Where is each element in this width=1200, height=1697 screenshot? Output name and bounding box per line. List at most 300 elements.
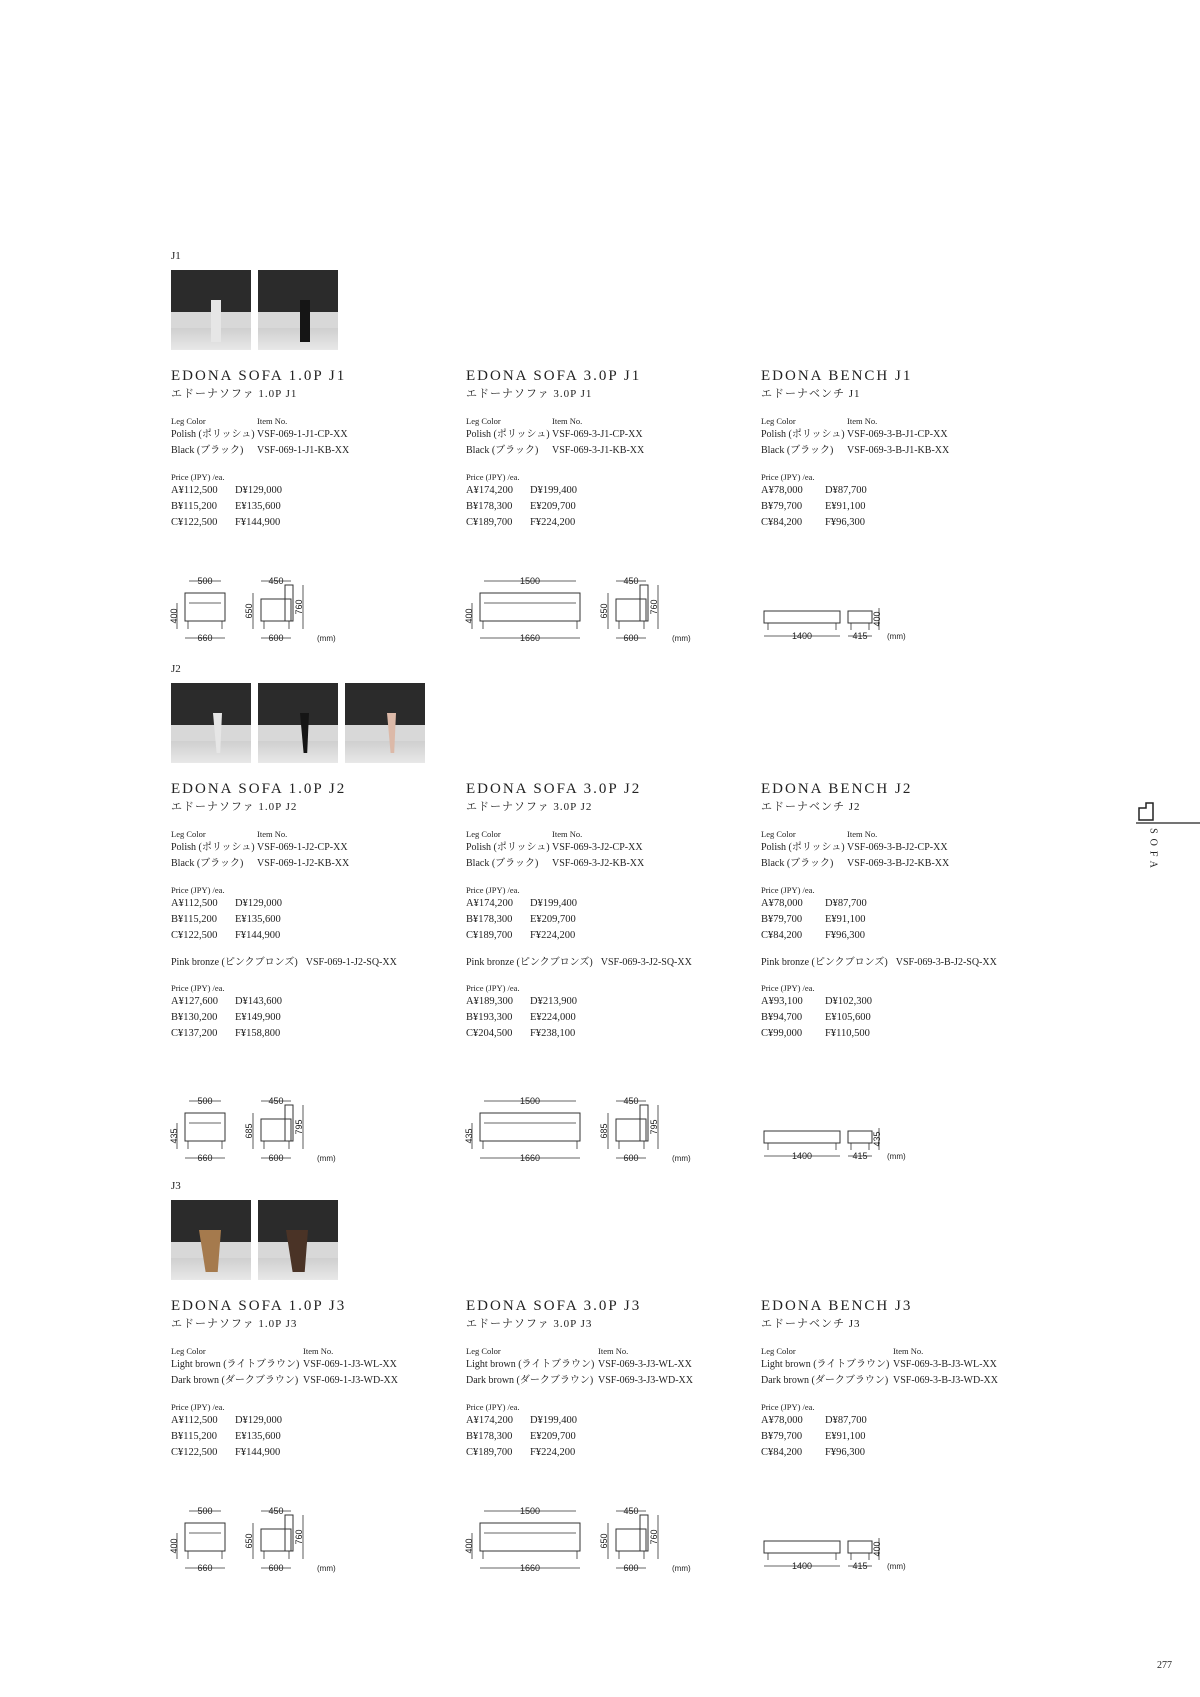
price-row <box>171 912 461 928</box>
item-number: VSF-069-3-B-J2-CP-XX <box>847 842 948 853</box>
dimension-label: 435 <box>169 1128 179 1144</box>
dimension-label: 685 <box>244 1123 254 1139</box>
dimension-drawing <box>761 1493 961 1573</box>
price-value: B¥79,700 <box>761 914 803 925</box>
spec-header <box>466 1345 756 1357</box>
item-no-header: Item No. <box>257 829 288 839</box>
price-value: E¥209,700 <box>530 914 576 925</box>
item-number: VSF-069-3-B-J3-WD-XX <box>893 1375 998 1386</box>
price-value: C¥84,200 <box>761 930 803 941</box>
dimension-label: 650 <box>244 603 254 619</box>
product-title: EDONA SOFA 3.0P J1 <box>466 368 642 384</box>
dimension-label: 600 <box>623 1563 639 1573</box>
price-row <box>761 1429 1051 1445</box>
price-value: B¥79,700 <box>761 1431 803 1442</box>
price-row <box>171 994 461 1010</box>
item-no-header: Item No. <box>303 1346 334 1356</box>
dimension-label: 1400 <box>791 1151 813 1161</box>
price-value: B¥115,200 <box>171 1431 217 1442</box>
item-no-header: Item No. <box>552 829 583 839</box>
price-value: C¥84,200 <box>761 1447 803 1458</box>
cushion-shade <box>258 683 338 725</box>
price-row <box>466 515 756 531</box>
leg-color: Polish (ポリッシュ) <box>466 842 550 853</box>
dimension-label: 400 <box>872 1541 882 1557</box>
price-row <box>761 1010 1051 1026</box>
spec-header <box>761 1345 1051 1357</box>
dimension-drawing <box>464 1493 691 1573</box>
floor-shade <box>258 741 338 763</box>
item-number: VSF-069-3-J1-CP-XX <box>552 429 643 440</box>
cushion-shade <box>345 683 425 725</box>
product-subtitle: エドーナベンチ J2 <box>761 801 861 813</box>
leg-color-header: Leg Color <box>761 829 796 839</box>
price-value: A¥112,500 <box>171 898 218 909</box>
leg-color: Polish (ポリッシュ) <box>466 429 550 440</box>
dimension-label: 660 <box>197 633 213 643</box>
leg-row <box>171 840 461 856</box>
dimension-label: 760 <box>294 599 304 615</box>
product-title: EDONA BENCH J3 <box>761 1298 913 1314</box>
dimension-label: 400 <box>169 1538 179 1554</box>
pink-bronze-row <box>761 956 1051 970</box>
item-no-header: Item No. <box>893 1346 924 1356</box>
unit-label: (mm) <box>672 1154 691 1163</box>
unit-label: (mm) <box>887 1562 906 1571</box>
price-row <box>466 1026 756 1042</box>
leg-color: Polish (ポリッシュ) <box>171 842 255 853</box>
price-header: Price (JPY) /ea. <box>466 1402 520 1412</box>
price-header: Price (JPY) /ea. <box>761 983 815 993</box>
dimension-drawing <box>171 563 371 643</box>
price-header: Price (JPY) /ea. <box>171 885 225 895</box>
price-row <box>171 499 461 515</box>
price-value: E¥135,600 <box>235 501 281 512</box>
price-value: E¥91,100 <box>825 914 866 925</box>
leg-color: Pink bronze (ピンクブロンズ) <box>761 957 888 968</box>
leg-row <box>466 856 756 872</box>
price-value: C¥99,000 <box>761 1028 803 1039</box>
price-value: D¥129,000 <box>235 1415 282 1426</box>
leg-row <box>761 840 1051 856</box>
product-subtitle: エドーナソファ 1.0P J2 <box>171 801 298 813</box>
leg-color-header: Leg Color <box>761 416 796 426</box>
dimension-label: 600 <box>623 1153 639 1163</box>
price-header: Price (JPY) /ea. <box>761 885 815 895</box>
price-value: D¥87,700 <box>825 898 867 909</box>
item-number: VSF-069-3-B-J2-KB-XX <box>847 858 950 869</box>
dimension-label: 400 <box>464 1538 474 1554</box>
leg-color: Dark brown (ダークブラウン) <box>466 1375 594 1386</box>
price-value: D¥199,400 <box>530 485 577 496</box>
item-number: VSF-069-3-B-J1-KB-XX <box>847 445 950 456</box>
product-title: EDONA SOFA 1.0P J1 <box>171 368 347 384</box>
spec-header <box>466 828 756 840</box>
spec-header <box>171 828 461 840</box>
product-title: EDONA SOFA 3.0P J3 <box>466 1298 642 1314</box>
leg-shape <box>211 300 221 342</box>
price-row <box>761 499 1051 515</box>
leg-color: Black (ブラック) <box>171 858 244 869</box>
cushion-shade <box>171 683 251 725</box>
leg-color: Pink bronze (ピンクブロンズ) <box>171 957 298 968</box>
leg-section <box>171 250 1031 710</box>
price-value: A¥189,300 <box>466 996 513 1007</box>
unit-label: (mm) <box>317 634 336 643</box>
dimension-drawing <box>464 563 691 643</box>
leg-row <box>466 840 756 856</box>
price-value: F¥158,800 <box>235 1028 281 1039</box>
dimension-label: 795 <box>294 1119 304 1135</box>
leg-color: Polish (ポリッシュ) <box>761 842 845 853</box>
leg-color: Polish (ポリッシュ) <box>761 429 845 440</box>
price-value: B¥115,200 <box>171 501 217 512</box>
price-value: B¥115,200 <box>171 914 217 925</box>
price-row <box>171 1026 461 1042</box>
price-row <box>171 896 461 912</box>
unit-label: (mm) <box>887 1152 906 1161</box>
leg-color-header: Leg Color <box>171 1346 206 1356</box>
leg-color: Polish (ポリッシュ) <box>171 429 255 440</box>
item-number: VSF-069-1-J2-SQ-XX <box>305 957 397 968</box>
price-value: F¥144,900 <box>235 1447 281 1458</box>
price-row <box>466 928 756 944</box>
leg-color-header: Leg Color <box>466 1346 501 1356</box>
dimension-drawing <box>171 1493 371 1573</box>
price-value: C¥189,700 <box>466 1447 513 1458</box>
price-value: E¥209,700 <box>530 501 576 512</box>
price-value: E¥135,600 <box>235 914 281 925</box>
dimension-label: 415 <box>852 1561 868 1571</box>
leg-color: Pink bronze (ピンクブロンズ) <box>466 957 593 968</box>
dimension-drawing <box>761 563 961 643</box>
leg-color: Black (ブラック) <box>761 445 834 456</box>
price-value: D¥87,700 <box>825 485 867 496</box>
dimension-label: 760 <box>649 599 659 615</box>
leg-row <box>466 1357 756 1373</box>
leg-color: Black (ブラック) <box>761 858 834 869</box>
price-row <box>171 1413 461 1429</box>
price-value: B¥193,300 <box>466 1012 513 1023</box>
price-value: A¥112,500 <box>171 1415 218 1426</box>
price-value: B¥94,700 <box>761 1012 803 1023</box>
side-tab[interactable] <box>1136 795 1196 880</box>
price-value: E¥135,600 <box>235 1431 281 1442</box>
item-no-header: Item No. <box>847 416 878 426</box>
price-value: E¥91,100 <box>825 501 866 512</box>
dimension-label: 660 <box>197 1153 213 1163</box>
product-card <box>171 367 461 531</box>
leg-color: Light brown (ライトブラウン) <box>466 1359 595 1370</box>
product-card <box>171 780 461 1042</box>
item-no-header: Item No. <box>598 1346 629 1356</box>
item-number: VSF-069-3-J2-SQ-XX <box>600 957 692 968</box>
item-number: VSF-069-1-J2-CP-XX <box>257 842 348 853</box>
dimension-label: 600 <box>623 633 639 643</box>
price-row <box>466 1445 756 1461</box>
dimension-label: 435 <box>872 1131 882 1147</box>
section-label: J3 <box>171 1180 181 1192</box>
leg-color: Light brown (ライトブラウン) <box>171 1359 300 1370</box>
leg-swatch-photo <box>258 1200 338 1280</box>
product-card <box>171 1297 461 1461</box>
dimension-label: 650 <box>244 1533 254 1549</box>
spec-header <box>761 828 1051 840</box>
dimension-label: 1400 <box>791 631 813 641</box>
price-value: B¥130,200 <box>171 1012 218 1023</box>
price-value: C¥189,700 <box>466 517 513 528</box>
item-number: VSF-069-3-J1-KB-XX <box>552 445 645 456</box>
price-value: A¥174,200 <box>466 898 513 909</box>
product-title: EDONA SOFA 1.0P J2 <box>171 781 347 797</box>
item-number: VSF-069-1-J3-WL-XX <box>303 1359 397 1370</box>
leg-row <box>761 427 1051 443</box>
leg-row <box>761 856 1051 872</box>
dimension-label: 500 <box>197 1506 213 1516</box>
price-value: C¥189,700 <box>466 930 513 941</box>
unit-label: (mm) <box>317 1154 336 1163</box>
price-value: B¥178,300 <box>466 1431 513 1442</box>
price-value: E¥105,600 <box>825 1012 871 1023</box>
price-row <box>761 1026 1051 1042</box>
product-title: EDONA SOFA 3.0P J2 <box>466 781 642 797</box>
dimension-label: 415 <box>852 1151 868 1161</box>
price-header: Price (JPY) /ea. <box>171 472 225 482</box>
leg-row <box>171 427 461 443</box>
product-subtitle: エドーナソファ 3.0P J2 <box>466 801 593 813</box>
floor-shade <box>345 741 425 763</box>
leg-swatch-photo <box>258 270 338 350</box>
leg-color-header: Leg Color <box>466 416 501 426</box>
price-value: F¥96,300 <box>825 517 865 528</box>
price-header: Price (JPY) /ea. <box>171 983 225 993</box>
price-row <box>466 912 756 928</box>
leg-section <box>169 663 1031 1163</box>
product-subtitle: エドーナソファ 3.0P J1 <box>466 388 593 400</box>
price-row <box>466 994 756 1010</box>
dimension-label: 450 <box>623 1096 639 1106</box>
leg-color: Dark brown (ダークブラウン) <box>171 1375 299 1386</box>
sofa-tab-icon <box>1136 795 1196 875</box>
item-number: VSF-069-1-J3-WD-XX <box>303 1375 398 1386</box>
product-card <box>466 367 756 531</box>
price-value: C¥84,200 <box>761 517 803 528</box>
price-row <box>761 515 1051 531</box>
price-header: Price (JPY) /ea. <box>466 983 520 993</box>
product-title: EDONA SOFA 1.0P J3 <box>171 1298 347 1314</box>
product-subtitle: エドーナベンチ J1 <box>761 388 861 400</box>
price-value: D¥102,300 <box>825 996 872 1007</box>
unit-label: (mm) <box>317 1564 336 1573</box>
dimension-label: 500 <box>197 576 213 586</box>
price-header: Price (JPY) /ea. <box>761 1402 815 1412</box>
price-value: F¥96,300 <box>825 930 865 941</box>
leg-row <box>466 1373 756 1389</box>
dimension-label: 435 <box>464 1128 474 1144</box>
price-value: E¥149,900 <box>235 1012 281 1023</box>
price-value: F¥144,900 <box>235 930 281 941</box>
dimension-label: 400 <box>169 608 179 624</box>
dimension-label: 450 <box>268 1096 284 1106</box>
dimension-label: 650 <box>599 1533 609 1549</box>
price-value: F¥224,200 <box>530 930 576 941</box>
item-number: VSF-069-1-J1-CP-XX <box>257 429 348 440</box>
dimension-label: 450 <box>268 576 284 586</box>
price-row <box>761 1445 1051 1461</box>
price-row <box>761 896 1051 912</box>
leg-swatch-photo <box>258 683 338 763</box>
item-number: VSF-069-1-J2-KB-XX <box>257 858 350 869</box>
price-row <box>171 1429 461 1445</box>
price-value: A¥174,200 <box>466 485 513 496</box>
price-header: Price (JPY) /ea. <box>466 472 520 482</box>
page-number: 277 <box>1157 1660 1172 1671</box>
price-row <box>171 515 461 531</box>
price-value: E¥91,100 <box>825 1431 866 1442</box>
price-value: D¥129,000 <box>235 898 282 909</box>
side-tab-label: SOFA <box>1147 828 1159 873</box>
price-value: A¥112,500 <box>171 485 218 496</box>
item-number: VSF-069-3-J2-CP-XX <box>552 842 643 853</box>
product-subtitle: エドーナソファ 1.0P J1 <box>171 388 298 400</box>
price-row <box>171 928 461 944</box>
price-value: A¥93,100 <box>761 996 803 1007</box>
leg-row <box>171 443 461 459</box>
dimension-drawing <box>464 1083 691 1163</box>
leg-row <box>466 427 756 443</box>
leg-row <box>761 1357 1051 1373</box>
dimension-label: 600 <box>268 1563 284 1573</box>
price-value: E¥224,000 <box>530 1012 576 1023</box>
price-value: A¥78,000 <box>761 1415 803 1426</box>
dimension-label: 1660 <box>519 633 541 643</box>
item-number: VSF-069-3-B-J3-WL-XX <box>893 1359 997 1370</box>
price-value: C¥122,500 <box>171 1447 218 1458</box>
spec-header <box>761 415 1051 427</box>
product-card <box>761 1297 1051 1461</box>
dimension-label: 1500 <box>519 576 541 586</box>
leg-swatch-photo <box>171 683 251 763</box>
price-value: D¥143,600 <box>235 996 282 1007</box>
price-row <box>466 1010 756 1026</box>
dimension-label: 760 <box>294 1529 304 1545</box>
price-row <box>761 928 1051 944</box>
product-title: EDONA BENCH J1 <box>761 368 913 384</box>
price-row <box>761 483 1051 499</box>
price-value: F¥224,200 <box>530 517 576 528</box>
leg-color-header: Leg Color <box>171 416 206 426</box>
price-value: D¥129,000 <box>235 485 282 496</box>
leg-color: Dark brown (ダークブラウン) <box>761 1375 889 1386</box>
price-row <box>466 1429 756 1445</box>
price-header: Price (JPY) /ea. <box>466 885 520 895</box>
price-row <box>171 1445 461 1461</box>
price-row <box>466 1413 756 1429</box>
dimension-label: 600 <box>268 633 284 643</box>
price-row <box>761 912 1051 928</box>
floor-shade <box>171 741 251 763</box>
spec-header <box>171 415 461 427</box>
price-value: B¥178,300 <box>466 914 513 925</box>
dimension-label: 685 <box>599 1123 609 1139</box>
section-label: J1 <box>171 250 181 262</box>
pink-bronze-row <box>171 956 461 970</box>
dimension-drawing <box>761 1083 961 1163</box>
price-value: F¥238,100 <box>530 1028 576 1039</box>
dimension-label: 450 <box>623 576 639 586</box>
cushion-shade <box>258 270 338 312</box>
leg-color: Black (ブラック) <box>466 858 539 869</box>
price-header: Price (JPY) /ea. <box>761 472 815 482</box>
leg-section <box>171 1180 1031 1640</box>
price-value: A¥174,200 <box>466 1415 513 1426</box>
price-value: C¥204,500 <box>466 1028 513 1039</box>
leg-color: Light brown (ライトブラウン) <box>761 1359 890 1370</box>
price-header: Price (JPY) /ea. <box>171 1402 225 1412</box>
price-value: C¥122,500 <box>171 517 218 528</box>
floor-shade <box>258 328 338 350</box>
price-value: C¥137,200 <box>171 1028 218 1039</box>
price-value: E¥209,700 <box>530 1431 576 1442</box>
leg-row <box>171 856 461 872</box>
item-no-header: Item No. <box>552 416 583 426</box>
leg-color: Black (ブラック) <box>466 445 539 456</box>
leg-row <box>171 1373 461 1389</box>
leg-row <box>171 1357 461 1373</box>
item-no-header: Item No. <box>257 416 288 426</box>
leg-swatch-photo <box>345 683 425 763</box>
price-value: F¥224,200 <box>530 1447 576 1458</box>
leg-row <box>761 443 1051 459</box>
price-row <box>761 994 1051 1010</box>
product-card <box>761 367 1051 531</box>
unit-label: (mm) <box>672 634 691 643</box>
dimension-label: 660 <box>197 1563 213 1573</box>
item-number: VSF-069-3-J3-WL-XX <box>598 1359 692 1370</box>
price-value: F¥144,900 <box>235 517 281 528</box>
leg-row <box>761 1373 1051 1389</box>
dimension-label: 415 <box>852 631 868 641</box>
product-subtitle: エドーナソファ 3.0P J3 <box>466 1318 593 1330</box>
pink-bronze-row <box>466 956 756 970</box>
dimension-label: 450 <box>268 1506 284 1516</box>
item-number: VSF-069-3-B-J2-SQ-XX <box>895 957 997 968</box>
dimension-label: 400 <box>464 608 474 624</box>
price-value: F¥96,300 <box>825 1447 865 1458</box>
price-value: A¥78,000 <box>761 898 803 909</box>
dimension-label: 500 <box>197 1096 213 1106</box>
price-value: B¥79,700 <box>761 501 803 512</box>
price-value: A¥127,600 <box>171 996 218 1007</box>
dimension-label: 760 <box>649 1529 659 1545</box>
dimension-label: 400 <box>872 611 882 627</box>
price-value: C¥122,500 <box>171 930 218 941</box>
leg-color: Black (ブラック) <box>171 445 244 456</box>
leg-swatch-photo <box>171 1200 251 1280</box>
price-value: D¥213,900 <box>530 996 577 1007</box>
leg-color-header: Leg Color <box>761 1346 796 1356</box>
leg-swatch-photo <box>171 270 251 350</box>
dimension-label: 1660 <box>519 1153 541 1163</box>
product-card <box>466 1297 756 1461</box>
dimension-label: 600 <box>268 1153 284 1163</box>
price-value: F¥110,500 <box>825 1028 870 1039</box>
dimension-label: 1500 <box>519 1096 541 1106</box>
dimension-label: 1500 <box>519 1506 541 1516</box>
item-number: VSF-069-3-J2-KB-XX <box>552 858 645 869</box>
price-row <box>171 1010 461 1026</box>
price-value: A¥78,000 <box>761 485 803 496</box>
